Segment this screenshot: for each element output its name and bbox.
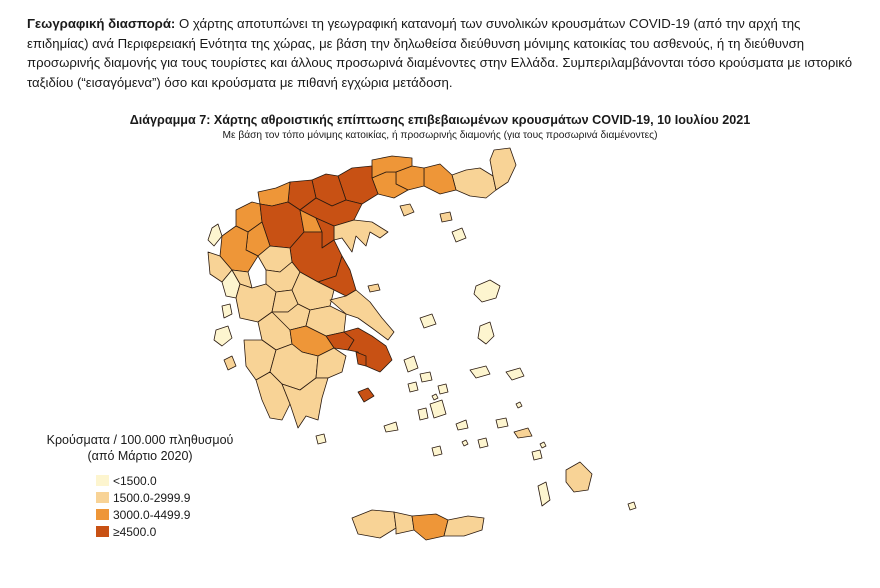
region-thasos	[400, 204, 414, 216]
intro-bold-label: Γεωγραφική διασπορά:	[27, 16, 176, 31]
region-rodopi	[424, 164, 456, 194]
legend-swatch	[96, 526, 109, 537]
region-chania	[352, 510, 396, 538]
region-amorgos	[456, 420, 468, 430]
legend-item	[96, 523, 250, 540]
region-lefkada	[222, 304, 232, 318]
region-paros	[418, 408, 428, 420]
region-evros	[452, 168, 496, 198]
region-chios	[478, 322, 494, 344]
legend-label: <1500.0	[113, 473, 157, 488]
intro-text: Ο χάρτης αποτυπώνει τη γεωγραφική κατανομή των συνολικών κρουσμάτων COVID-19 (από την αρχή της επιδημίας) ανά Περιφερειακή Ενότητα της χώρας, με βάση την δηλωθείσα διεύθυνση μόνιμης κατοικίας του ασθενούς, ή τη διεύθυνση προσωρινής διαμονής για τους τουρίστες και άλλους προσωρινά διαμένοντες στην Ελλάδα. Συμπεριλαμβάνονται τόσο κρούσματα με ιστορικό ταξιδίου (“εισαγόμενα”) όσο και κρούσματα με πιθανή εγχώρια μετάδοση.	[27, 16, 853, 90]
legend	[40, 432, 250, 540]
figure-title: Διάγραμμα 7: Χάρτης αθροιστικής επίπτωσης επιβεβαιωμένων κρουσμάτων COVID-19, 10 Ιουλίου 2021	[129, 113, 751, 127]
region-rethymno	[394, 512, 414, 534]
legend-label: ≥4500.0	[113, 524, 157, 539]
legend-item	[96, 472, 250, 489]
region-kefalonia	[214, 326, 232, 346]
region-samos	[506, 368, 524, 380]
legend-swatch	[96, 509, 109, 520]
region-lemnos	[452, 228, 466, 242]
region-kythira	[316, 434, 326, 444]
legend-item	[96, 506, 250, 523]
region-kalymnos	[496, 418, 508, 428]
region-naxos	[430, 400, 446, 418]
legend-title-line1: Κρούσματα / 100.000 πληθυσμού	[46, 433, 234, 447]
region-rhodes	[566, 462, 592, 492]
region-syros	[408, 382, 418, 392]
region-chalkidiki	[334, 220, 388, 252]
legend-items	[40, 472, 250, 540]
region-small-islet-2	[540, 442, 546, 448]
region-zakynthos	[224, 356, 236, 370]
region-thasos-islet	[432, 394, 438, 400]
region-mykonos	[438, 384, 448, 394]
region-andros	[404, 356, 418, 372]
legend-swatch	[96, 475, 109, 486]
region-lasithi	[444, 516, 484, 536]
region-sporades	[368, 284, 380, 292]
region-tilos	[532, 450, 542, 460]
region-small-islet-1	[516, 402, 522, 408]
region-milos	[384, 422, 398, 432]
legend-swatch	[96, 492, 109, 503]
region-corfu	[208, 224, 222, 246]
legend-item	[96, 489, 250, 506]
region-aegina	[358, 388, 374, 402]
region-small-islet-3	[462, 440, 468, 446]
legend-label: 1500.0-2999.9	[113, 490, 191, 505]
region-skyros	[420, 314, 436, 328]
legend-label: 3000.0-4499.9	[113, 507, 191, 522]
region-ikaria	[470, 366, 490, 378]
region-kastellorizo	[628, 502, 636, 510]
region-lesvos	[474, 280, 500, 302]
region-astypalaia	[478, 438, 488, 448]
legend-title	[40, 432, 240, 464]
figure-subtitle: Με βάση τον τόπο μόνιμης κατοικίας, ή προσωρινής διαμονής (για τους προσωρινά διαμένοντες)	[222, 130, 658, 141]
region-tinos	[420, 372, 432, 382]
region-heraklion	[412, 514, 448, 540]
region-santorini	[432, 446, 442, 456]
region-karpathos	[538, 482, 550, 506]
region-samothraki	[440, 212, 452, 222]
region-kos	[514, 428, 532, 438]
legend-title-line2: (από Μάρτιο 2020)	[87, 449, 193, 463]
